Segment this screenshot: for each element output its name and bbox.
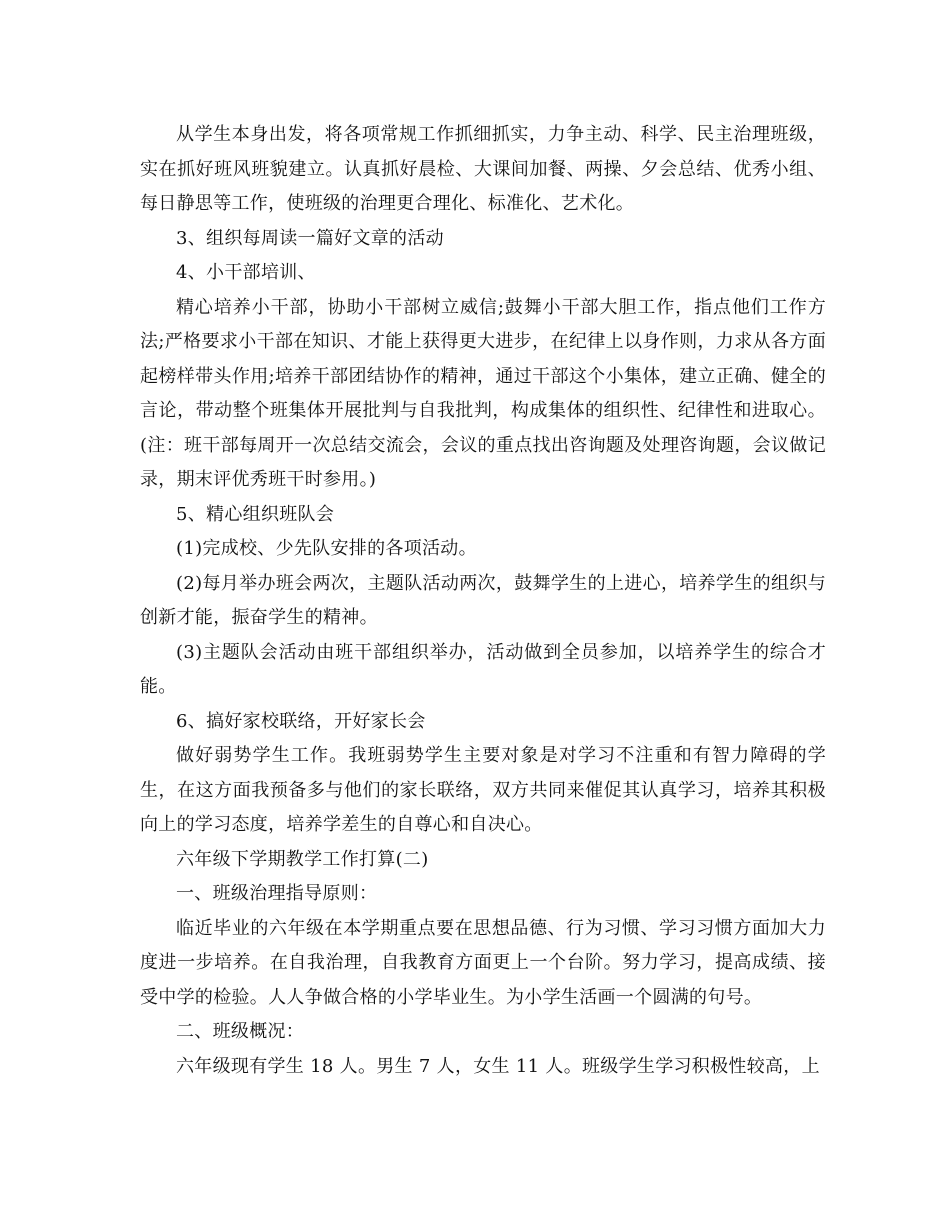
paragraph-item-5-heading: 5、精心组织班队会 bbox=[176, 503, 335, 525]
paragraph-overview-heading: 二、班级概况： bbox=[176, 1021, 305, 1042]
paragraph-item-3-heading: 3、组织每周读一篇好文章的活动 bbox=[176, 227, 444, 249]
paragraph-item-6-heading: 6、搞好家校联络，开好家长会 bbox=[176, 710, 426, 732]
paragraph-overview: 六年级现有学生 18 人。男生 7 人，女生 11 人。班级学生学习积极性较高，上 bbox=[176, 1055, 820, 1077]
paragraph-subitem-1: (1)完成校、少先队安排的各项活动。 bbox=[176, 538, 477, 559]
paragraph-weak-students: 做好弱势学生工作。我班弱势学生主要对象是对学习不注重和有智力障碍的学生，在这方面我预备多与他们的家长联络，双方共同来催促其认真学习，培养其积极向上的学习态度，培养学差生的自尊心和自决心。 bbox=[140, 745, 826, 835]
document-body bbox=[140, 118, 826, 1084]
paragraph-principles: 临近毕业的六年级在本学期重点要在思想品德、行为习惯、学习习惯方面加大力度进一步培养。在自我治理，自我教育方面更上一个台阶。努力学习，提高成绩、接受中学的检验。人人争做合格的小学毕业生。为小学生活画一个圆满的句号。 bbox=[140, 917, 826, 1008]
paragraph-principles-heading: 一、班级治理指导原则： bbox=[176, 883, 378, 904]
paragraph-item-4-heading: 4、小干部培训、 bbox=[176, 262, 316, 283]
paragraph-cadre-training: 精心培养小干部，协助小干部树立威信;鼓舞小干部大胆工作，指点他们工作方法;严格要求小干部在知识、才能上获得更大进步，在纪律上以身作则，力求从各方面起榜样带头作用;培养干部团结协作的精神，通过干部这个小集体，建立正确、健全的言论，带动整个班集体开展批判与自我批判，构成集体的组织性、纪律性和进取心。(注：班干部每周开一次总结交流会，会议的重点找出咨询题及处理咨询题，会议做记录，期末评优秀班干时参用。) bbox=[140, 296, 826, 490]
paragraph-section-title: 六年级下学期教学工作打算(二) bbox=[176, 848, 429, 870]
paragraph-subitem-3: (3)主题队会活动由班干部组织举办，活动做到全员参加，以培养学生的综合才能。 bbox=[140, 641, 826, 697]
paragraph-routine-management: 从学生本身出发，将各项常规工作抓细抓实，力争主动、科学、民主治理班级，实在抓好班风班貌建立。认真抓好晨检、大课间加餐、两操、夕会总结、优秀小组、每日静思等工作，使班级的治理更合理化、标准化、艺术化。 bbox=[140, 124, 826, 214]
paragraph-subitem-2: (2)每月举办班会两次，主题队活动两次，鼓舞学生的上进心，培养学生的组织与创新才能，振奋学生的精神。 bbox=[140, 572, 826, 628]
